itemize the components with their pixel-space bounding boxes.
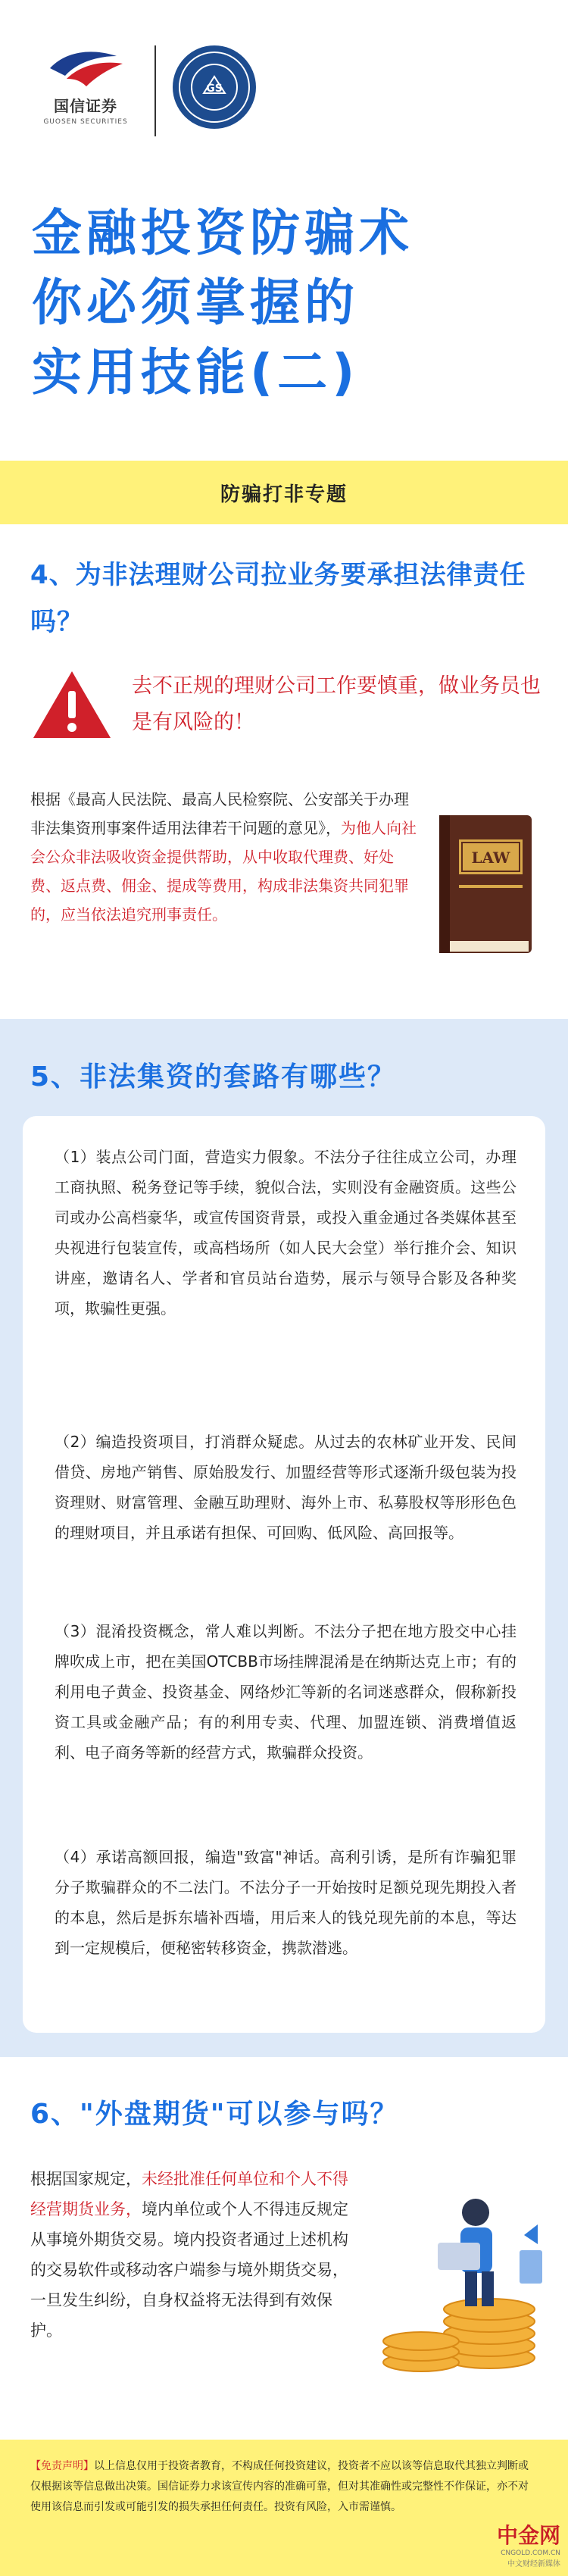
disclaimer xyxy=(0,2440,568,2576)
watermark-tagline: 中文财经新媒体 xyxy=(507,2560,560,2568)
q6-heading: 6、"外盘期货"可以参与吗？ xyxy=(30,2099,399,2130)
disclaimer-label: 【免责声明】 xyxy=(30,2460,94,2472)
q4-warning xyxy=(30,668,545,741)
page-title xyxy=(32,199,414,408)
watermark-url: CNGOLD.COM.CN xyxy=(501,2549,560,2557)
title-line-3: 实用技能(二) xyxy=(32,343,360,402)
topic-label: 防骗打非专题 xyxy=(220,483,348,506)
q5-paragraph-2: （2）编造投资项目，打消群众疑虑。从过去的农林矿业开发、民间借贷、房地产销售、原始股发行、加盟经营等形式逐渐升级包装为投资理财、财富管理、金融互助理财、海外上市、私募股权等形形色色的理财项目，并且承诺有担保、可回购、低风险、高回报等。 xyxy=(55,1433,517,1542)
brand-name: 国信证券 xyxy=(54,97,117,115)
q5-paragraph-3: （3）混淆投资概念，常人难以判断。不法分子把在地方股交中心挂牌吹成上市，把在美国OTCBB市场挂牌混淆是在纳斯达克上市；有的利用电子黄金、投资基金、网络炒汇等新的名词迷惑群众，假称新投资工具或金融产品；有的利用专卖、代理、加盟连锁、消费增值返利、电子商务等新的经营方式，欺骗群众投资。 xyxy=(55,1622,517,1762)
q5-paragraph-4: （4）承诺高额回报，编造"致富"神话。高利引诱，是所有诈骗犯罪分子欺骗群众的不二法门。不法分子一开始按时足额兑现先期投入者的本息，然后是拆东墙补西墙，用后来人的钱兑现先前的本息，等达到一定规模后，便秘密转移资金，携款潜逃。 xyxy=(55,1848,517,1957)
q5-paragraph-1: （1）装点公司门面，营造实力假象。不法分子往往成立公司，办理工商执照、税务登记等手续，貌似合法，实则没有金融资质。这些公司或办公高档豪华，或宣传国资背景，或投入重金通过各类媒体甚至央视进行包装宣传，或高档场所（如人民大会堂）举行推介会、知识讲座，邀请名人、学者和官员站台造势，展示与领导合影及各种奖项，欺骗性更强。 xyxy=(55,1148,517,1318)
q6-paragraph-b: 境内单位或个人不得违反规定从事境外期货交易。境内投资者通过上述机构的交易软件或移动客户端参与境外期货交易，一旦发生纠纷，自身权益将无法得到有效保护。 xyxy=(30,2200,348,2340)
disclaimer-text xyxy=(30,2456,538,2518)
q4-paragraph xyxy=(30,785,417,929)
title-line-2: 你必须掌握的 xyxy=(32,274,359,332)
watermark xyxy=(497,2519,560,2568)
q5-heading: 5、非法集资的套路有哪些？ xyxy=(30,1061,397,1093)
q4-paragraph-highlight: 为他人向社会公众非法吸收资金提供帮助，从中收取代理费、好处费、返点费、佣金、提成等费用，构成非法集资共同犯罪的，应当依法追究刑事责任。 xyxy=(30,819,417,924)
guosen-emblem-icon xyxy=(44,45,127,89)
title-line-1: 金融投资防骗术 xyxy=(32,204,414,262)
q4-heading: 4、为非法理财公司拉业务要承担法律责任吗？ xyxy=(30,560,526,637)
law-book-label: LAW xyxy=(471,849,510,867)
education-seal-icon xyxy=(173,45,256,129)
q6-paragraph-highlight: 未经批准任何单位和个人不得经营期货业务， xyxy=(30,2170,348,2218)
law-book-icon xyxy=(429,809,542,961)
q5-card xyxy=(23,1116,545,2033)
q5-section xyxy=(0,1019,568,2057)
logo-row xyxy=(36,45,256,136)
investor-coins-illustration xyxy=(376,2159,550,2387)
logo-divider xyxy=(154,45,156,136)
q6-paragraph-a: 根据国家规定， xyxy=(30,2170,142,2188)
seal-letters: GS xyxy=(206,83,223,95)
topic-bar xyxy=(0,461,568,524)
watermark-logo: 中金网 xyxy=(496,2523,560,2548)
brand-name-en: GUOSEN SECURITIES xyxy=(43,118,128,126)
q6-paragraph xyxy=(30,2164,364,2346)
disclaimer-body: 以上信息仅用于投资者教育，不构成任何投资建议，投资者不应以该等信息取代其独立判断或仅根据该等信息做出决策。国信证券力求该宣传内容的准确可靠，但对其准确性或完整性不作保证，亦不对使用该信息而引发或可能引发的损失承担任何责任。投资有风险，入市需谨慎。 xyxy=(30,2460,529,2513)
q4-paragraph-normal: 根据《最高人民法院、最高人民检察院、公安部关于办理非法集资刑事案件适用法律若干问题的意见》， xyxy=(30,790,409,837)
warning-triangle-icon xyxy=(30,668,114,741)
guosen-logo xyxy=(36,45,135,126)
warning-text: 去不正规的理财公司工作要慎重，做业务员也是有风险的！ xyxy=(132,674,541,734)
